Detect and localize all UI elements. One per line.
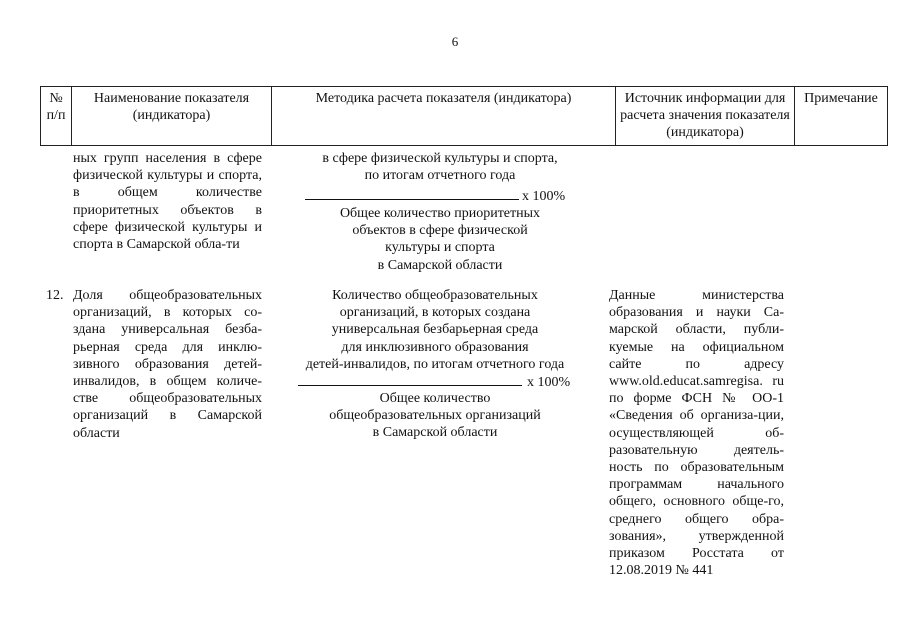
header-note: Примечание bbox=[795, 87, 888, 146]
row12-denominator: Общее количество общеобразовательных организаций в Самарской области bbox=[329, 391, 541, 441]
row11-denominator: Общее количество приоритетных объектов в сфере физической культуры и спорта в Самарской области bbox=[339, 206, 541, 273]
row12-numerator: Количество общеобразовательных организаций, в которых создана универсальная безбарьерная среда для инклюзивного образования детей-инвалидов, по итогам отчетного года bbox=[305, 288, 565, 372]
row11-indicator-name: ных групп населения в сфере физической культуры и спорта, в общем количестве приоритетных объектов в сфере физической культуры и спорта в Самарской обла-ти bbox=[73, 151, 262, 253]
row12-source: Данные министерства образования и науки Са-марской области, публи-куемые на официальном сайте по адресу www.old.educat.samregisa. ru по форме ФСН № ОО-1 «Сведения об организа-ции, осуществляющей об-разовательную деятель-ность по образовательным программам начального общего, основного обще-го, среднего общего обра-зования», утвержденной приказом Росстата от 12.08.2019 № 441 bbox=[609, 288, 784, 579]
row12-indicator-name: Доля общеобразовательных организаций, в которых со-здана универсальная безба-рьерная среда для инклю-зивного образования детей-инвалидов, в общем количе-стве общеобразовательных организаций в Самарской области bbox=[73, 288, 262, 441]
table-header bbox=[40, 86, 888, 146]
row11-fraction-line bbox=[305, 199, 519, 200]
page-number: 6 bbox=[451, 34, 459, 49]
row11-numerator: в сфере физической культуры и спорта, по итогам отчетного года bbox=[322, 151, 558, 184]
header-method: Методика расчета показателя (индикатора) bbox=[272, 87, 616, 146]
row12-multiplier: x 100% bbox=[527, 375, 571, 390]
row12-number: 12. bbox=[46, 288, 64, 303]
header-row bbox=[41, 87, 888, 146]
row12-fraction-line bbox=[298, 385, 522, 386]
row11-multiplier: x 100% bbox=[522, 189, 566, 204]
header-indicator-name: Наименование показателя (индикатора) bbox=[72, 87, 272, 146]
header-source: Источник информации для расчета значения показателя (индикатора) bbox=[616, 87, 795, 146]
header-number: № п/п bbox=[41, 87, 72, 146]
